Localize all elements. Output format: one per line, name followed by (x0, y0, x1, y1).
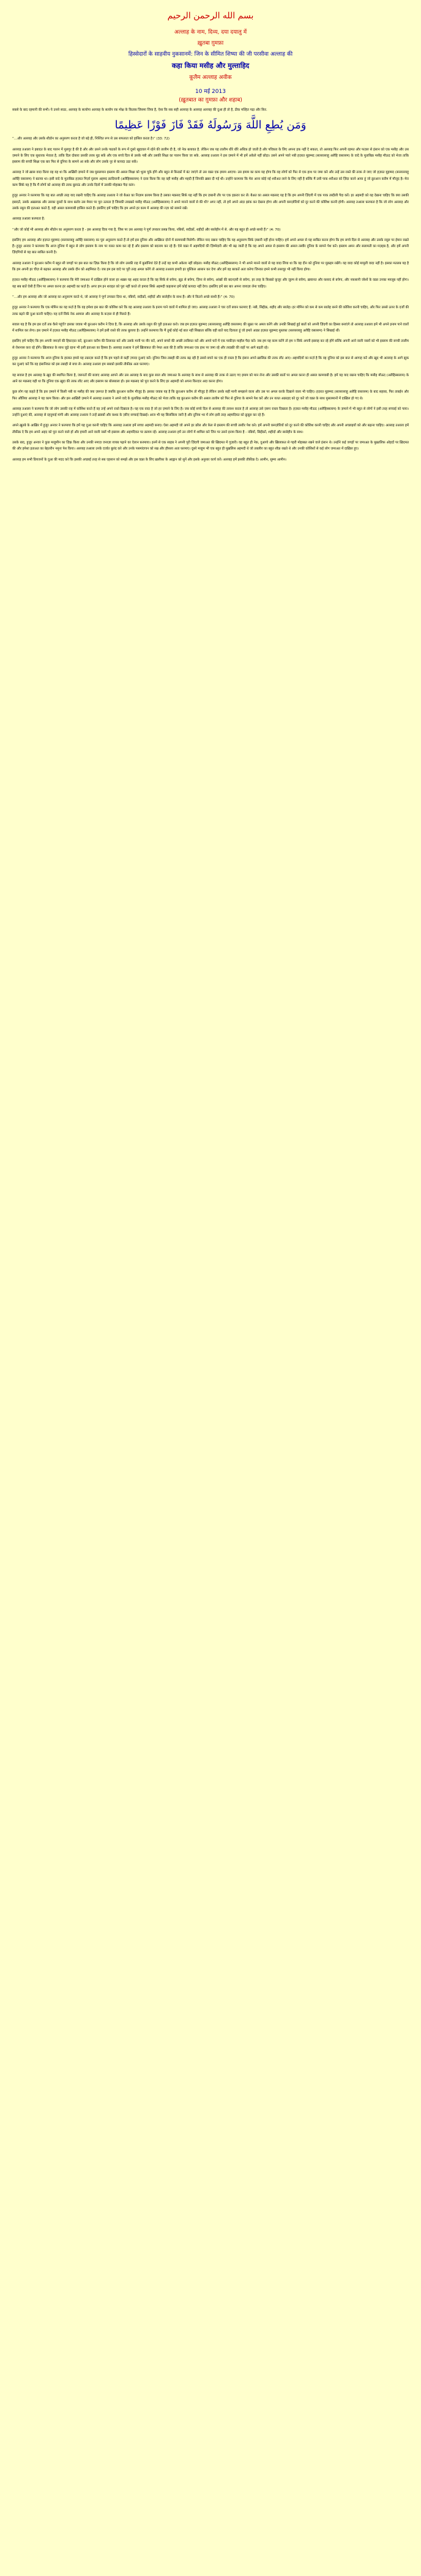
date-note: (ख़ुतबात का ग़ुमफ़ा और शहाब) (179, 97, 242, 103)
body-paragraph: इसलिए हमें चाहिए कि हम अपनी नमाज़ों की हिफ़ाज़त करें, क़ुरआन करीम की तिलावत करें और उसके मानी पर ग़ौर करें, अपने बच्चों की अच्छी तरबियत करें और अपने घरों में एक पाकीज़ा माहौल पैदा करें। जब हम यह काम करेंगे तो हम न सिर्फ़ अपनी इस्लाह कर रहे होंगे बल्कि अपनी आने वाली नस्लों को भी इस्लाम की सच्ची तालीम से रोशनास करा रहे होंगे। ख़िलाफ़त के साथ जुड़े रहना भी इसी इताअत का हिस्सा है। अल्लाह तआला ने हमें ख़िलाफ़त की नेमत अता की है ताकि जमाअत एक हाथ पर जमा रहे और तरक़्क़ी की राहों पर आगे बढ़ती रहे। (12, 339, 409, 350)
body-paragraph: सवाल यह है कि हम इस दर्जे तक कैसे पहुंचें? इसका जवाब भी क़ुरआन करीम ने दिया है, कि अल्लाह और उसके रसूल की पूरी इताअत करो। जब हम हज़रत मुहम्मद (सल्लल्लाहु अलैहि वसल्लम) की सुन्नत पर अमल करेंगे और उनकी सिखाई हुई बातों को अपनी ज़िंदगी का हिस्सा बनाएंगे तो अल्लाह तआला हमें भी अपने इनाम पाने वालों में शामिल कर लेगा। इस ज़माने में हज़रत मसीह मौऊद (अलैहिस्सलाम) ने हमें इसी रास्ते की तरफ़ बुलाया है। उन्होंने फ़रमाया कि मैं तुम्हें कोई नई बात नहीं सिखाता बल्कि वही बातें याद दिलाता हूं जो हमारे आक़ा हज़रत मुहम्मद मुस्तफ़ा (सल्लल्लाहु अलैहि वसल्लम) ने सिखाई थीं। (12, 322, 409, 333)
khutbah-label: ख़ुतबा ग़ुमफ़ा (197, 40, 224, 46)
body-paragraph: “…और हम अल्लाह और जो अल्लाह का अनुसरण करते थे, जो अल्लाह ने पूर्ण उपकार दिया था, नबियों, सदीक़ों, शहीदों और सालेहीन के साथ हैं। और ये कितने अच्छे साथी हैं।” (4: 70) (12, 295, 235, 299)
body-paragraph: अल्लाह तआला ने कुरआन करीम में बहुत सी जगहों पर इस बात का ज़िक्र किया है कि जो लोग उसकी राह में क़ुर्बानियां देते हैं उन्हें वह कभी अकेला नहीं छोड़ता। मसीह मौऊद (अलैहिस्सलाम) ने भी अपने मानने वालों से यह वादा लिया था कि वह दीन को दुनिया पर मुक़द्दम रखेंगे। यह वादा कोई मामूली वादा नहीं है। इसका मतलब यह है कि हम अपनी हर चीज़ से बढ़कर अल्लाह और उसके दीन को अहमियत दें। जब हम इस वादे पर पूरी तरह अमल करेंगे तो अल्लाह तआला हमारी हर मुश्किल आसान कर देगा और हमें वह बरकतें अता करेगा जिनका हमने कभी तसव्वुर भी नहीं किया होगा। (12, 261, 409, 272)
intro-paragraph: सबसे के बाद रहमानी की सभी। ये उनसे साठा, अल्लाह के सत्योपा अल्लाह के सत्योप रफ़ मोक्ष के किताब जिसमा जिया है, ऐसा कि सब सही अल्लाह के अल्लाह अल्लाह की दुआ ही तो है, ठीक मल्हित पढ़ा और फ़िर. (12, 108, 267, 112)
body-paragraph: अल्लाह हम सभी प्रियजनों के दुआ की मदद करे कि इसकी अच्छाई तरह से सब एहसान को समझें और इस वक़्त के लिए ख़लीफ़ा के आह्वान को सुनें और इसके अनुसार कार्य करें। अल्लाह हमें इसकी तौफ़ीक़ दे। आमीन, सुम्मा आमीन। (12, 457, 286, 462)
main-title: कहा किया मसीह और मुल्ताहिद (171, 62, 250, 70)
body-paragraph: कुछ लोग यह कहते हैं कि इस ज़माने में किसी नबी या मसीह की क्या ज़रूरत है जबकि क़ुरआन करीम मौजूद है। इसका जवाब यह है कि क़ुरआन करीम तो मौजूद है लेकिन उसके सही मानी समझाने वाला और उस पर अमल करके दिखाने वाला भी चाहिए। हज़रत मुहम्मद (सल्लल्लाहु अलैहि वसल्लम) के बाद सहाबा, फिर ताबईन और फिर औलिया अल्लाह ने यह काम किया। और इस आख़िरी ज़माने में अल्लाह तआला ने अपने वादे के मुताबिक़ मसीह मौऊद को भेजा ताकि वह क़ुरआन करीम की असल तालीम को फिर से दुनिया के सामने पेश करें और उन ग़लत अक़ाइद को दूर करें जो वक़्त के साथ मुसलमानों में दाख़िल हो गए थे। (12, 390, 409, 401)
body-paragraph: हुज़ूर अनवर ने फ़रमाया कि यह बात अच्छी तरह याद रखनी चाहिए कि अल्लाह तआला ने जो बैअत का निज़ाम क़ायम किया है उसका मक़सद सिर्फ़ यह नहीं कि हम ज़बानी तौर पर एक इक़रार कर लें। बैअत का असल मक़सद यह है कि हम अपनी ज़िंदगी में एक पाक तब्दीली पैदा करें। हर अहमदी को यह देखना चाहिए कि क्या उसकी इबादतें, उसके अख़लाक़ और उसका दूसरों के साथ बर्ताव उस मेयार पर पूरा उतरता है जिसकी तवक़्क़ो मसीह मौऊद (अलैहिस्सलाम) ने अपने मानने वालों से की थी? अगर नहीं, तो हमें अपने अंदर झांक कर देखना होगा और अपनी कमज़ोरियों को दूर करने की कोशिश करनी होगी। अल्लाह तआला फ़रमाता है कि जो लोग अल्लाह और उसके रसूल की इताअत करते हैं, वही असल कामयाबी हासिल करते हैं। इसलिए हमें चाहिए कि हम अपने हर काम में अल्लाह की रज़ा को सामने रखें। (12, 194, 409, 210)
body-paragraph: उसके बाद, हुज़ूर अनवर ने कुछ मरहूमीन का ज़िक्र किया और उनकी नमाज़ जनाज़ा ग़ायब पढ़ाने का ऐलान फ़रमाया। इनमें से एक साहब ने अपनी पूरी ज़िंदगी जमाअत की ख़िदमत में गुज़ारी। वह बहुत ही नेक, दुआगो और ख़िलाफ़त से गहरी मोहब्बत रखने वाले इंसान थे। उन्होंने कई जगहों पर जमाअत के मुख़्तलिफ़ ओहदों पर ख़िदमत की और हमेशा इताअत का बेहतरीन नमूना पेश किया। अल्लाह तआला उनके दर्जात बुलंद करे और उनके पसमांदगान को सब्र और हौसला अता फ़रमाए। दूसरे मरहूम भी एक बहुत ही मुख़लिस अहमदी थे जो तबलीग़ का बहुत शौक़ रखते थे और उनकी कोशिशों से कई लोग जमाअत में दाख़िल हुए। (12, 440, 409, 451)
bismillah-heading: بسم الله الرحمن الرحيم (167, 11, 254, 21)
quran-verse: وَمَن يُطِعِ اللَّهَ وَرَسُولَهُ فَقَدْ فَازَ فَوْزًا عَظِيمًا (114, 119, 307, 132)
body-paragraph: अपने ख़ुतबे के आख़िर में हुज़ूर अनवर ने फ़रमाया कि हमें यह दुआ करनी चाहिए कि अल्लाह तआला हमें सच्चा अहमदी बनाए। ऐसा अहमदी जो अपने हर क़ौल और फ़ेल से इस्लाम की सच्ची तस्वीर पेश करे। हमें अपनी कमज़ोरियों को दूर करने की कोशिश करनी चाहिए और अपनी अच्छाइयों को और बढ़ाना चाहिए। अल्लाह तआला हमें तौफ़ीक़ दे कि हम अपने अहद को पूरा करने वाले हों और हमारी आने वाली नस्लें भी इस्लाम और अहमदियत पर क़ायम रहें। अल्लाह तआला हमें उन लोगों में शामिल करे जिन पर उसने इनाम किया है - नबियों, सिद्दीक़ों, शहीदों और सालेहीन के साथ। (12, 424, 409, 434)
body-paragraph: हज़रत मसीह मौऊद (अलैहिस्सलाम) ने फ़रमाया कि मेरी जमाअत में दाख़िल होने वाला हर शख़्स यह अहद करता है कि वह शिर्क से बचेगा, झूठ से बचेगा, ज़िना से बचेगा, आंखों की बदनज़री से बचेगा, हर तरह के फ़िस्क़ो फ़ुजूर और ज़ुल्म से बचेगा, ख़यानत और फ़साद से बचेगा, और नफ़सानी जोशों के वक़्त उनका मग़लूब नहीं होगा। यह सब बातें ऐसी हैं जिन पर अमल करना हर अहमदी का फ़र्ज़ है। अगर हम इन शराइत को पूरा नहीं करते तो हमारा सिर्फ़ अहमदी कहलाना हमें कोई फ़ायदा नहीं देगा। इसलिए हमें बार बार अपना जायज़ा लेना चाहिए। (12, 278, 409, 289)
body-paragraph: हुज़ूर अनवर ने फ़रमाया कि एक मोमिन का यह फ़र्ज़ है कि वह हमेशा इस बात की कोशिश करे कि वह अल्लाह तआला के इनाम पाने वालों में शामिल हो जाए। अल्लाह तआला ने चार दर्जे बयान फ़रमाए हैं: नबी, सिद्दीक़, शहीद और सालेह। हर मोमिन को कम से कम सालेह बनने की कोशिश करनी चाहिए, और फिर उससे ऊपर के दर्जों की तरफ़ बढ़ने की दुआ करनी चाहिए। यह दर्जे सिर्फ़ नेक आमाल और अल्लाह के फ़ज़ल से ही मिलते हैं। (12, 306, 409, 316)
body-paragraph: “और जो कोई भी अल्लाह और शीडोन का अनुसरण करता है - इस अल्लाह दिया गया है, जिस पर उस अल्लाह ने पूर्ण उपकार प्रसन्न किया, नबियों, सदीक़ों, शहीदों और सालेहीन में से. और यह बहुत ही अच्छे साथी हैं।” (4: 70) (12, 228, 281, 232)
body-paragraph: हुज़ूर अनवर ने फ़रमाया कि आज दुनिया के हालात हमसे यह तक़ाज़ा करते हैं कि हम पहले से कहीं ज़्यादा दुआएं करें। दुनिया जिस तबाही की तरफ़ बढ़ रही है उससे बचने का एक ही रास्ता है कि इंसान अपने ख़ालिक़ की तरफ़ लौट आए। अहमदियों का फ़र्ज़ है कि वह दुनिया को इस बात से आगाह करें और ख़ुद भी अल्लाह के आगे झुक कर दुआएं करें कि वह इंसानियत को इस तबाही से बचा ले। अल्लाह तआला हम सबको इसकी तौफ़ीक़ अता फ़रमाए। (12, 357, 409, 367)
body-paragraph: अल्लाह तआला फ़रमाता है: (12, 217, 45, 221)
body-paragraphs (12, 136, 409, 463)
author: कूलैम अल्लाह अवीक (189, 75, 232, 81)
body-paragraph: यह सवाल है हम अल्लाह के ख़ुद की स्थापित किया है, जरूरतों की बजाए अल्लाह आपने और उस अल्लाह के बाद कुछ साल और जमाअत के अल्लाह के साथ से अल्लाह की तरफ़ से उठाए गए इमाम को मान लेना और उसकी बातों पर अमल करना ही असल कामयाबी है। हमें यह याद रखना चाहिए कि मसीह मौऊद (अलैहिस्सलाम) के आने का मक़सद यही था कि दुनिया एक ख़ुदा की तरफ़ लौट आए और इस्लाम का बोलबाला हो। इस मक़सद को पूरा करने के लिए हर अहमदी को अपना किरदार अदा करना होगा। (12, 373, 409, 383)
date: 10 मई 2013 (195, 89, 226, 95)
subtitle: हिस्सेदारों के साहवीय नुकसानमें: जिन के सीमित शिष्या की जी परसीवा अल्लाह की (128, 51, 293, 57)
body-paragraph: अल्लाह ने जो ख़ास वादा किया वह यह था कि आख़िरी ज़माने में जब मुसलमान इस्लाम की असल शिक्षा को भुला चुके होंगे और बहुत से फ़िरक़ों में बंट जाएंगे तो उस वक़्त एक इमाम आएगा। उस इमाम का काम यह होगा कि वह लोगों को फिर से एक हाथ पर जमा करे और उन्हें उस रास्ते की तरफ़ ले जाए जो हज़रत मुहम्मद (सल्लल्लाहु अलैहि वसल्लम) ने बताया था। इसी वादे के मुताबिक़ हज़रत मिर्ज़ा ग़ुलाम अहमद क़ादियानी (अलैहिस्सलाम) ने दावा किया कि वह वही मसीह और महदी हैं जिनकी ख़बर दी गई थी। उन्होंने फ़रमाया कि मेरा आना कोई नई शरीअत लाने के लिए नहीं है बल्कि मैं उसी पाक शरीअत को ज़िंदा करने आया हूं जो क़ुरआन करीम में मौजूद है। मेरा काम सिर्फ़ यह है कि मैं लोगों को अल्लाह की तरफ़ बुलाऊं और उनके दिलों में उसकी मोहब्बत पैदा करूं। (12, 171, 409, 188)
title-line: अल्लाह के नाम, दिव्य, दया दयालु में (174, 29, 247, 35)
body-paragraph: अल्लाह तआला ने इबादत के बाद पालन में मुलगुर है की है और और उसने उनके पाठकों के रूप में दूसरे खुदावल में रहेने की तालीम दी है, जो नेक बलावत है. लेकिन जब यह तालीम धीरे धीरे अधिक हो जाती है और पवित्रता के लिए अपना इक नहीं दे सकता, तो अल्लाह फिर अपनी रहमत और फज़ल से इंसान को एक मसीह और उस ज़माने के लिए एक सुधारक भेजता है, ताकि दिल दोबारा उसकी तरफ़ मुड़ सकें और एक सच्चे दिल से उसके नबी और उसकी शिक्षा का पालन किया जा सके. अल्लाह तआला ने इस ज़माने में भी हमें अकेले नहीं छोड़ा। उसने अपने प्यारे नबी हज़रत मुहम्मद (सल्लल्लाहु अलैहि वसल्लम) के वादे के मुताबिक़ मसीह मौऊद को भेजा ताकि इस्लाम की सच्ची शिक्षा एक बार फिर से दुनिया के सामने आ सके और लोग उसके नूर से फ़ायदा उठा सकें। (12, 147, 409, 165)
body-paragraph: “…और अल्लाह और उसके शीडोन का अनुसरण करता है जो बड़े ही, निश्चित रूप से उस सफलता को हासिल करता है।” (33: 72) (12, 137, 170, 141)
body-paragraph: अल्लाह तआला ने फ़रमाया कि जो लोग उसकी राह में कोशिश करते हैं वह उन्हें अपने रास्ते दिखाता है। यह एक वादा है जो हर ज़माने के लिए है। जब कोई सच्चे दिल से अल्लाह की तलाश करता है तो अल्लाह उसे ज़रूर रास्ता दिखाता है। हज़रत मसीह मौऊद (अलैहिस्सलाम) के ज़माने में भी बहुत से लोगों ने इसी तरह सच्चाई को पाया। उन्होंने दुआएं कीं, अल्लाह से रहनुमाई मांगी और अल्लाह तआला ने उन्हें ख़्वाबों और कश्फ़ के ज़रिए सच्चाई दिखाई। आज भी यह सिलसिला जारी है और दुनिया भर में लोग इसी तरह अहमदियत को क़ुबूल कर रहे हैं। (12, 407, 409, 418)
body-paragraph: इसलिए हम अल्लाह और हज़रत मुहम्मद (सल्लल्लाहु अलैहि वसल्लम) का पूरा अनुसरण करते हैं तो हमें इस दुनिया और आख़िरत दोनों में कामयाबी मिलेगी। लेकिन याद रखना चाहिए कि यह अनुसरण सिर्फ़ ज़बानी नहीं होना चाहिए। हमें अपने अमल से यह साबित करना होगा कि हम सच्चे दिल से अल्लाह और उसके रसूल पर ईमान रखते हैं। हुज़ूर अनवर ने फ़रमाया कि आज दुनिया में बहुत से लोग इस्लाम के नाम पर ग़लत काम कर रहे हैं और इस्लाम को बदनाम कर रहे हैं। ऐसे वक़्त में अहमदियों की ज़िम्मेदारी और भी बढ़ जाती है कि वह अपने अमल से इस्लाम की असल तस्वीर दुनिया के सामने पेश करें। इस्लाम अमन और सलामती का मज़हब है, और हमें अपनी ज़िंदगियों से यह बात साबित करनी है। (12, 238, 409, 255)
